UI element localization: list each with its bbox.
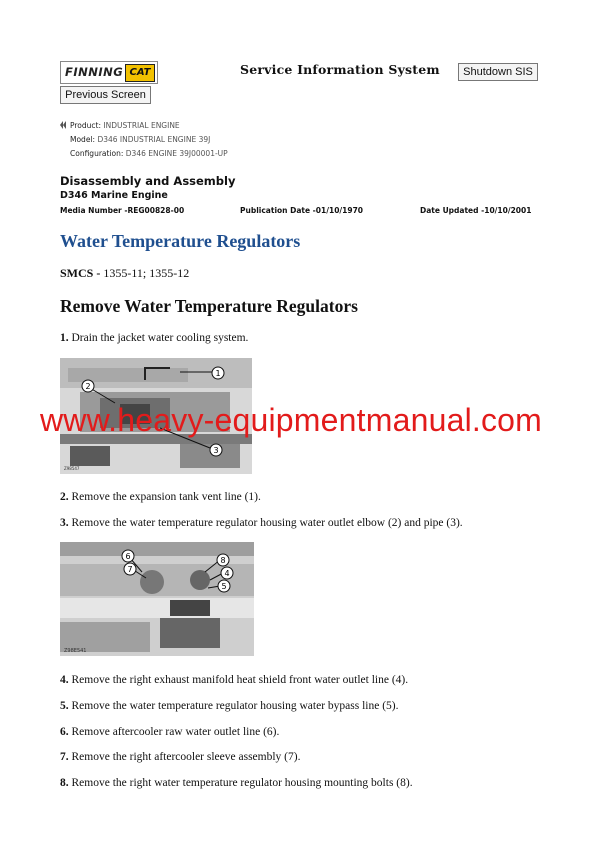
figure-2-callout-8: 8 [220,556,226,565]
figure-1-code: Z98547 [64,466,80,471]
figure-2-code: Z98E541 [64,648,87,654]
date-updated: Date Updated -10/10/2001 [420,206,532,215]
page-title: Water Temperature Regulators [60,231,301,251]
figure-1-callout-2: 2 [85,382,91,391]
figure-2-photo [60,542,254,656]
back-arrow-icon[interactable] [60,121,66,129]
figure-2-callout-5: 5 [221,582,227,591]
step-5: 5. Remove the water temperature regulator housing water bypass line (5). [60,700,399,712]
watermark-text: www.heavy-equipmentmanual.com [40,402,543,438]
smcs-code: SMCS - 1355-11; 1355-12 [60,266,190,280]
shutdown-sis-button[interactable]: Shutdown SIS [458,63,538,81]
product-line: Product: INDUSTRIAL ENGINE [70,121,180,130]
configuration-line: Configuration: D346 ENGINE 39J00001-UP [70,149,228,158]
model-line: Model: D346 INDUSTRIAL ENGINE 39J [70,135,211,144]
figure-2-callout-7: 7 [127,565,133,574]
step-2: 2. Remove the expansion tank vent line (1). [60,491,261,503]
model-value: D346 INDUSTRIAL ENGINE 39J [97,135,211,144]
cat-badge: CAT [125,64,155,82]
engine-heading: D346 Marine Engine [60,190,168,201]
step-8: 8. Remove the right water temperature regulator housing mounting bolts (8). [60,777,413,789]
step-1: 1. Drain the jacket water cooling system. [60,332,249,344]
step-4: 4. Remove the right exhaust manifold heat shield front water outlet line (4). [60,674,409,686]
publication-date: Publication Date -01/10/1970 [240,206,364,215]
media-number: Media Number -REG00828-00 [60,206,185,215]
step-3: 3. Remove the water temperature regulator housing water outlet elbow (2) and pipe (3). [60,517,463,529]
procedure-heading: Remove Water Temperature Regulators [60,296,358,316]
figure-2-callout-4: 4 [224,569,230,578]
logo-text: FINNING [65,65,124,79]
step-7: 7. Remove the right aftercooler sleeve assembly (7). [60,751,301,763]
step-6: 6. Remove aftercooler raw water outlet line (6). [60,726,280,738]
section-heading: Disassembly and Assembly [60,174,236,188]
configuration-value: D346 ENGINE 39J00001-UP [125,149,228,158]
finning-cat-logo [60,61,158,84]
product-value: INDUSTRIAL ENGINE [103,121,180,130]
figure-1-callout-1: 1 [215,369,221,378]
figure-1-callout-3: 3 [213,446,219,455]
previous-screen-button[interactable]: Previous Screen [60,86,151,104]
figure-2-callout-6: 6 [125,552,131,561]
system-title: Service Information System [240,62,440,77]
